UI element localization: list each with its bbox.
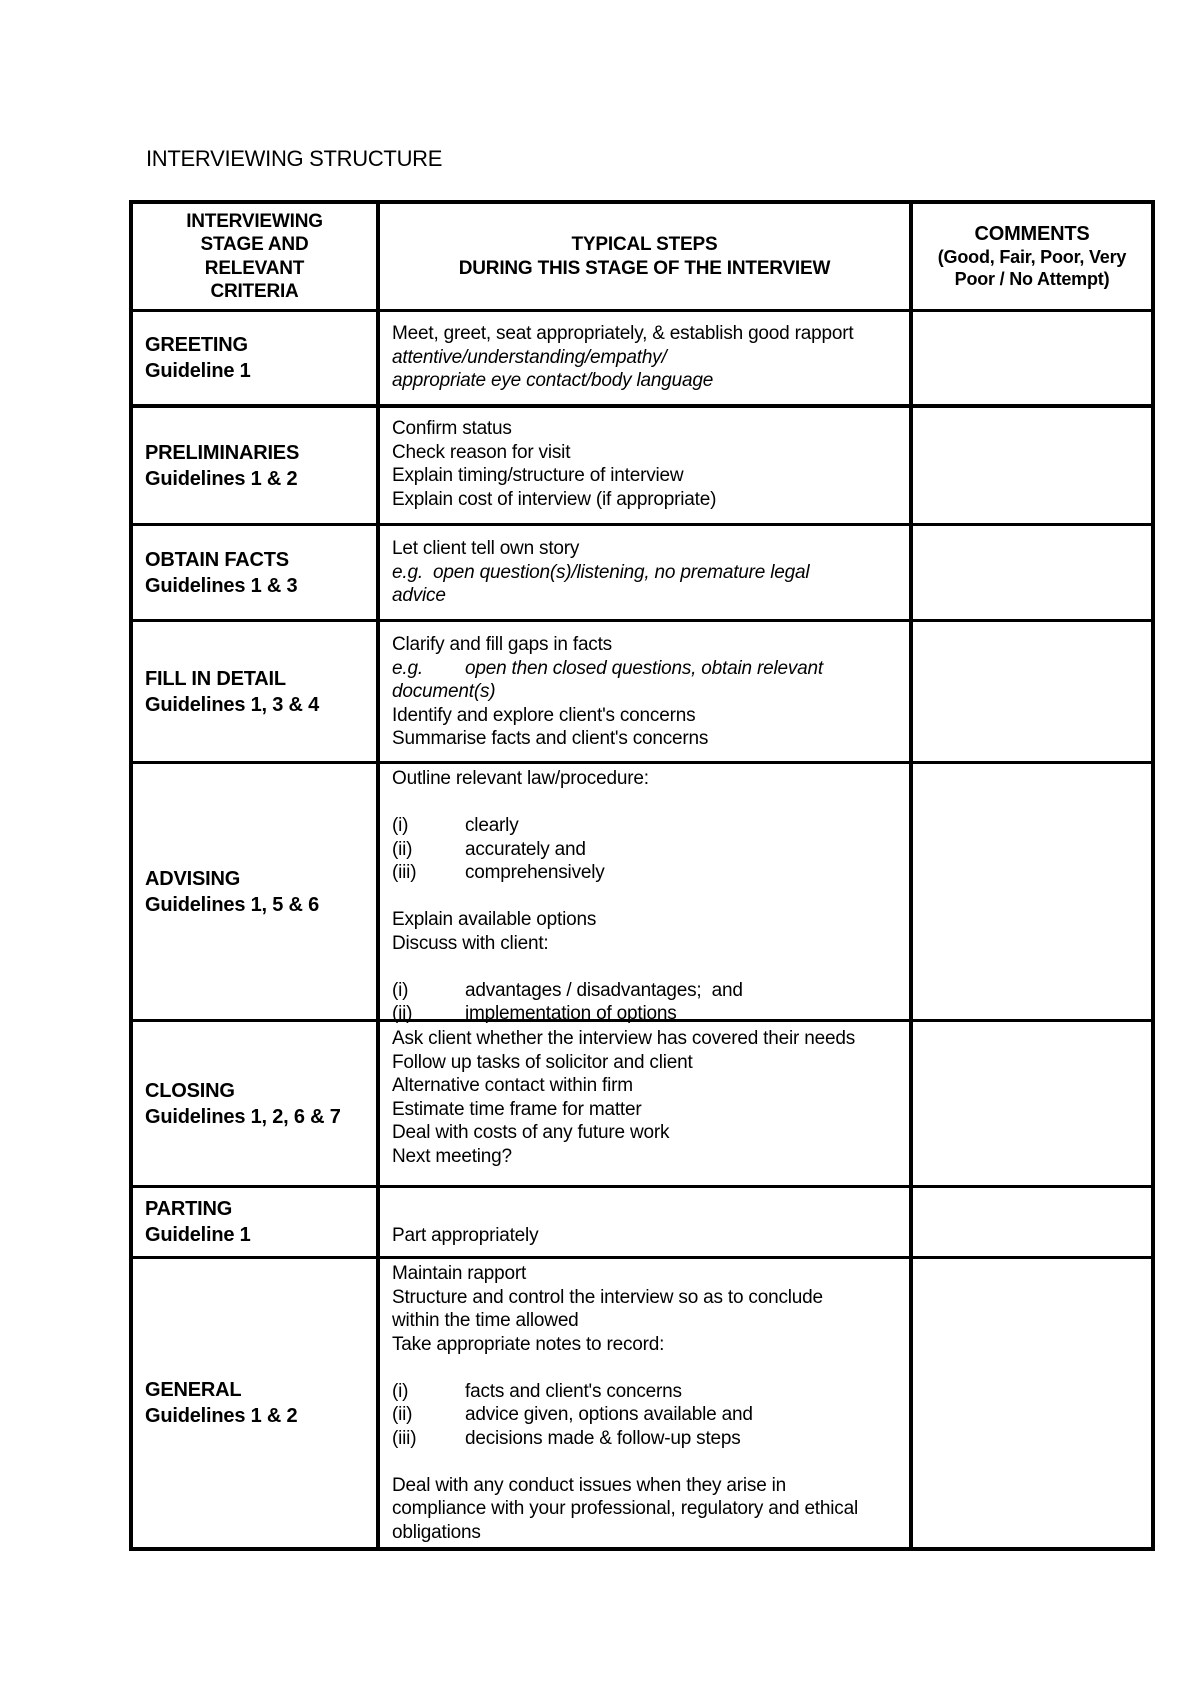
stage-name: CLOSING — [145, 1079, 235, 1102]
list-num: (ii) — [392, 838, 413, 860]
step-line: Explain timing/structure of interview — [392, 465, 684, 486]
steps-cell-parting — [380, 1224, 909, 1256]
page-title: INTERVIEWING STRUCTURE — [146, 146, 443, 171]
step-line: Take appropriate notes to record: — [392, 1333, 665, 1355]
steps-cell-advising — [380, 767, 909, 1024]
step-line: Structure and control the interview so as to conclude — [392, 1286, 823, 1308]
header-comments-title: COMMENTS — [974, 222, 1090, 245]
header-steps-line: TYPICAL STEPS — [571, 234, 718, 255]
header-stage-line: INTERVIEWING — [186, 210, 323, 232]
stage-name: OBTAIN FACTS — [145, 548, 289, 571]
step-line: Outline relevant law/procedure: — [392, 768, 649, 789]
stage-cell-obtain-facts — [133, 526, 376, 619]
stage-guideline: Guideline 1 — [145, 360, 251, 382]
step-line: Clarify and fill gaps in facts — [392, 634, 612, 655]
blank-line — [392, 791, 903, 815]
stage-cell-general — [133, 1259, 376, 1547]
comment-cell-greeting[interactable] — [913, 312, 1151, 404]
steps-cell-greeting — [380, 322, 909, 404]
step-line: Confirm status — [392, 418, 512, 439]
step-eg-text: open then closed questions, obtain relevant — [465, 657, 823, 679]
stage-name: ADVISING — [145, 867, 241, 890]
step-list-item — [392, 1427, 903, 1451]
step-line: Discuss with client: — [392, 932, 549, 954]
step-line: compliance with your professional, regulatory and ethical — [392, 1498, 858, 1519]
step-line: Identify and explore client's concerns — [392, 704, 696, 726]
comment-cell-general[interactable] — [913, 1259, 1151, 1547]
list-text: facts and client's concerns — [465, 1380, 682, 1402]
stage-guideline: Guidelines 1 & 2 — [145, 1405, 298, 1427]
list-text: accurately and — [465, 838, 586, 860]
blank-line — [392, 885, 903, 909]
stage-cell-advising — [133, 764, 376, 1019]
stage-cell-greeting — [133, 312, 376, 404]
comment-cell-fill-in-detail[interactable] — [913, 622, 1151, 761]
header-typical-steps — [380, 204, 909, 309]
header-comments-sub: Poor / No Attempt) — [954, 269, 1110, 290]
stage-name: GREETING — [145, 334, 248, 356]
stage-guideline: Guidelines 1 & 3 — [145, 574, 298, 597]
header-steps-line: DURING THIS STAGE OF THE INTERVIEW — [458, 257, 831, 279]
steps-cell-obtain-facts — [380, 537, 909, 619]
stage-cell-fill-in-detail — [133, 622, 376, 761]
list-num: (ii) — [392, 1404, 413, 1425]
header-stage-line: RELEVANT — [204, 257, 305, 279]
step-line: advice — [392, 585, 446, 606]
comment-cell-parting[interactable] — [913, 1188, 1151, 1256]
list-text: clearly — [465, 815, 519, 836]
step-line: Deal with costs of any future work — [392, 1122, 670, 1143]
header-comments — [913, 204, 1151, 309]
step-line: Estimate time frame for matter — [392, 1098, 642, 1120]
steps-cell-general — [380, 1262, 909, 1547]
steps-cell-preliminaries — [380, 417, 909, 523]
stage-name: PARTING — [145, 1198, 233, 1220]
stage-cell-preliminaries — [133, 408, 376, 523]
list-num: (ii) — [392, 1003, 413, 1024]
list-num: (iii) — [392, 862, 417, 883]
blank-line — [392, 1356, 903, 1380]
step-list-item — [392, 1380, 903, 1404]
blank-line — [392, 1450, 903, 1474]
stage-cell-closing — [133, 1022, 376, 1185]
list-num: (i) — [392, 979, 409, 1001]
stage-guideline: Guidelines 1, 2, 6 & 7 — [145, 1105, 341, 1128]
list-text: advice given, options available and — [465, 1404, 753, 1425]
step-line: Meet, greet, seat appropriately, & establish good rapport — [392, 323, 854, 344]
step-line: Part appropriately — [392, 1225, 539, 1246]
step-line: Ask client whether the interview has covered their needs — [392, 1028, 855, 1049]
step-line: Maintain rapport — [392, 1263, 527, 1284]
step-list-item — [392, 1403, 903, 1427]
step-line: Follow up tasks of solicitor and client — [392, 1051, 693, 1073]
comment-cell-closing[interactable] — [913, 1022, 1151, 1185]
header-stage-line: STAGE AND — [200, 234, 309, 255]
list-text: comprehensively — [465, 862, 605, 883]
comment-cell-preliminaries[interactable] — [913, 408, 1151, 523]
list-text: advantages / disadvantages; and — [465, 979, 743, 1001]
step-line: within the time allowed — [392, 1310, 579, 1331]
step-list-item — [392, 861, 903, 885]
steps-cell-fill-in-detail — [380, 633, 909, 761]
steps-cell-closing — [380, 1027, 909, 1185]
step-list-item — [392, 814, 903, 838]
step-eg: e.g. — [392, 657, 423, 679]
step-list-item — [392, 1002, 903, 1026]
step-line: appropriate eye contact/body language — [392, 370, 714, 391]
step-line: Explain cost of interview (if appropriate) — [392, 488, 717, 510]
step-line: e.g. open question(s)/listening, no premature legal — [392, 561, 810, 583]
header-stage-criteria — [133, 204, 376, 309]
step-line: obligations — [392, 1521, 481, 1543]
list-text: implementation of options — [465, 1003, 677, 1024]
list-text: decisions made & follow-up steps — [465, 1427, 741, 1449]
step-line: Summarise facts and client's concerns — [392, 728, 709, 749]
step-line: Alternative contact within firm — [392, 1075, 633, 1096]
step-line: attentive/understanding/empathy/ — [392, 346, 667, 368]
stage-guideline: Guidelines 1, 3 & 4 — [145, 693, 320, 716]
interview-structure-table — [129, 200, 1155, 1551]
list-num: (i) — [392, 815, 409, 836]
step-line: Check reason for visit — [392, 441, 571, 463]
step-list-item — [392, 979, 903, 1003]
stage-name: PRELIMINARIES — [145, 441, 300, 464]
step-line: Deal with any conduct issues when they arise in — [392, 1474, 787, 1496]
stage-guideline: Guidelines 1 & 2 — [145, 467, 298, 490]
list-num: (i) — [392, 1380, 409, 1402]
stage-guideline: Guidelines 1, 5 & 6 — [145, 893, 320, 916]
header-comments-sub: (Good, Fair, Poor, Very — [937, 247, 1127, 268]
step-line: Let client tell own story — [392, 538, 580, 559]
blank-line — [392, 955, 903, 979]
stage-name: FILL IN DETAIL — [145, 667, 286, 690]
step-list-item — [392, 838, 903, 862]
step-line: document(s) — [392, 681, 496, 702]
stage-cell-parting — [133, 1188, 376, 1256]
list-num: (iii) — [392, 1427, 417, 1449]
comment-cell-advising[interactable] — [913, 764, 1151, 1019]
stage-guideline: Guideline 1 — [145, 1224, 251, 1246]
header-stage-line: CRITERIA — [210, 281, 299, 302]
step-line: Next meeting? — [392, 1145, 512, 1167]
step-line: Explain available options — [392, 909, 597, 930]
stage-name: GENERAL — [145, 1379, 242, 1401]
step-line — [392, 657, 903, 681]
comment-cell-obtain-facts[interactable] — [913, 526, 1151, 619]
